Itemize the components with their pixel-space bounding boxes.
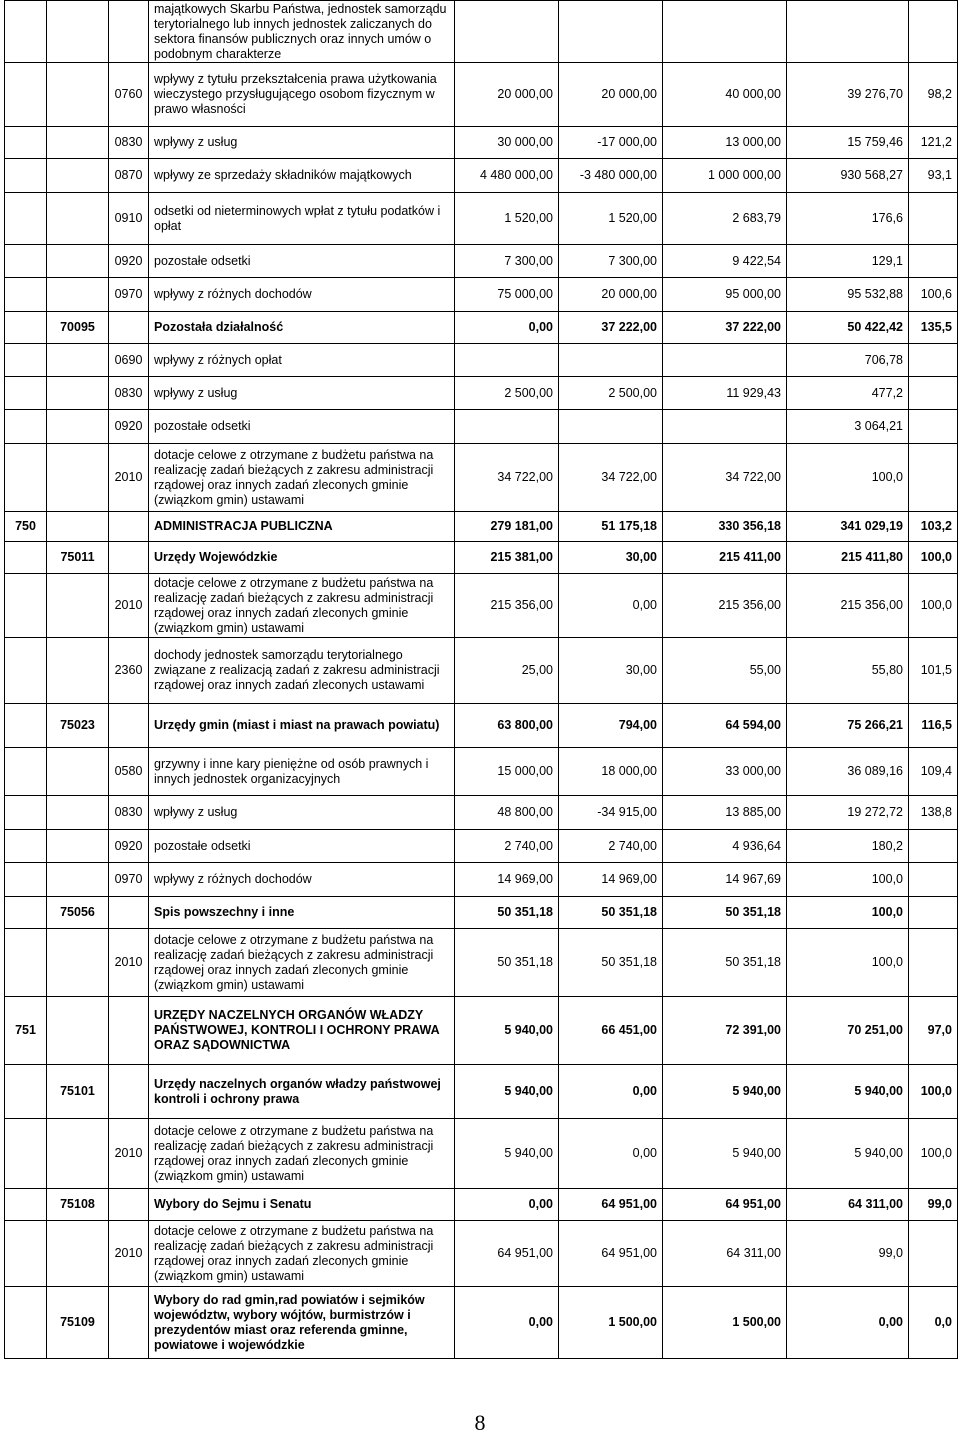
- plan-after-changes-cell: 64 951,00: [663, 1189, 787, 1221]
- table-row: [5, 377, 958, 410]
- division-code-cell: [5, 377, 47, 410]
- division-code-cell: [5, 444, 47, 512]
- change-value-cell: 51 175,18: [559, 512, 663, 542]
- description-cell: wpływy z różnych dochodów: [149, 278, 455, 312]
- description-cell: URZĘDY NACZELNYCH ORGANÓW WŁADZY PAŃSTWOWEJ, KONTROLI I OCHRONY PRAWA ORAZ SĄDOWNICTWA: [149, 997, 455, 1065]
- change-value-cell: 0,00: [559, 1065, 663, 1119]
- table-row: [5, 1221, 958, 1287]
- executed-value-cell: 36 089,16: [787, 748, 909, 796]
- table-row: [5, 704, 958, 748]
- division-code-cell: [5, 748, 47, 796]
- paragraph-code-cell: 2010: [109, 444, 149, 512]
- table-row: [5, 574, 958, 638]
- plan-value-cell: [455, 344, 559, 377]
- plan-after-changes-cell: 64 311,00: [663, 1221, 787, 1287]
- executed-value-cell: 100,0: [787, 897, 909, 929]
- change-value-cell: 20 000,00: [559, 63, 663, 127]
- executed-value-cell: 75 266,21: [787, 704, 909, 748]
- table-row: [5, 159, 958, 193]
- chapter-code-cell: 70095: [47, 312, 109, 344]
- table-row: [5, 344, 958, 377]
- table-row: [5, 127, 958, 159]
- execution-percent-cell: [909, 1221, 958, 1287]
- execution-percent-cell: 135,5: [909, 312, 958, 344]
- chapter-code-cell: [47, 127, 109, 159]
- division-code-cell: [5, 245, 47, 278]
- description-cell: Wybory do Sejmu i Senatu: [149, 1189, 455, 1221]
- division-code-cell: [5, 542, 47, 574]
- plan-after-changes-cell: 64 594,00: [663, 704, 787, 748]
- table-row: [5, 512, 958, 542]
- change-value-cell: -3 480 000,00: [559, 159, 663, 193]
- table-row: [5, 1065, 958, 1119]
- chapter-code-cell: 75011: [47, 542, 109, 574]
- plan-value-cell: 50 351,18: [455, 897, 559, 929]
- paragraph-code-cell: [109, 512, 149, 542]
- execution-percent-cell: 116,5: [909, 704, 958, 748]
- paragraph-code-cell: 2010: [109, 1119, 149, 1189]
- change-value-cell: 0,00: [559, 574, 663, 638]
- chapter-code-cell: [47, 377, 109, 410]
- description-cell: Urzędy naczelnych organów władzy państwowej kontroli i ochrony prawa: [149, 1065, 455, 1119]
- paragraph-code-cell: 0580: [109, 748, 149, 796]
- table-row: [5, 542, 958, 574]
- paragraph-code-cell: [109, 897, 149, 929]
- executed-value-cell: 0,00: [787, 1287, 909, 1359]
- description-cell: Pozostała działalność: [149, 312, 455, 344]
- description-cell: dotacje celowe z otrzymane z budżetu państwa na realizację zadań bieżących z zakresu administracji rządowej oraz innych zadań zleconych gminie (związkom gmin) ustawami: [149, 444, 455, 512]
- plan-value-cell: 215 356,00: [455, 574, 559, 638]
- plan-after-changes-cell: 5 940,00: [663, 1065, 787, 1119]
- chapter-code-cell: [47, 638, 109, 704]
- executed-value-cell: 215 356,00: [787, 574, 909, 638]
- plan-after-changes-cell: 13 000,00: [663, 127, 787, 159]
- plan-value-cell: 63 800,00: [455, 704, 559, 748]
- table-row: [5, 193, 958, 245]
- paragraph-code-cell: 0920: [109, 830, 149, 863]
- chapter-code-cell: [47, 512, 109, 542]
- paragraph-code-cell: 0920: [109, 245, 149, 278]
- division-code-cell: [5, 1287, 47, 1359]
- executed-value-cell: 70 251,00: [787, 997, 909, 1065]
- executed-value-cell: 100,0: [787, 863, 909, 897]
- plan-after-changes-cell: 37 222,00: [663, 312, 787, 344]
- paragraph-code-cell: 2010: [109, 574, 149, 638]
- execution-percent-cell: 100,0: [909, 1119, 958, 1189]
- executed-value-cell: 341 029,19: [787, 512, 909, 542]
- chapter-code-cell: [47, 929, 109, 997]
- paragraph-code-cell: [109, 1189, 149, 1221]
- plan-value-cell: 25,00: [455, 638, 559, 704]
- execution-percent-cell: 109,4: [909, 748, 958, 796]
- change-value-cell: -17 000,00: [559, 127, 663, 159]
- execution-percent-cell: [909, 830, 958, 863]
- plan-after-changes-cell: [663, 410, 787, 444]
- division-code-cell: [5, 410, 47, 444]
- division-code-cell: [5, 1065, 47, 1119]
- plan-value-cell: 50 351,18: [455, 929, 559, 997]
- table-row: [5, 410, 958, 444]
- execution-percent-cell: 100,0: [909, 542, 958, 574]
- change-value-cell: 0,00: [559, 1119, 663, 1189]
- executed-value-cell: 3 064,21: [787, 410, 909, 444]
- chapter-code-cell: [47, 796, 109, 830]
- execution-percent-cell: [909, 929, 958, 997]
- paragraph-code-cell: 2010: [109, 929, 149, 997]
- change-value-cell: 2 500,00: [559, 377, 663, 410]
- description-cell: dochody jednostek samorządu terytorialnego związane z realizacją zadań z zakresu administracji rządowej oraz innych zadań zleconych ustawami: [149, 638, 455, 704]
- plan-after-changes-cell: 1 000 000,00: [663, 159, 787, 193]
- change-value-cell: 20 000,00: [559, 278, 663, 312]
- paragraph-code-cell: [109, 997, 149, 1065]
- description-cell: dotacje celowe z otrzymane z budżetu państwa na realizację zadań bieżących z zakresu administracji rządowej oraz innych zadań zleconych gminie (związkom gmin) ustawami: [149, 929, 455, 997]
- change-value-cell: 30,00: [559, 638, 663, 704]
- paragraph-code-cell: 2010: [109, 1221, 149, 1287]
- plan-after-changes-cell: [663, 344, 787, 377]
- plan-value-cell: 20 000,00: [455, 63, 559, 127]
- execution-percent-cell: 97,0: [909, 997, 958, 1065]
- plan-value-cell: 34 722,00: [455, 444, 559, 512]
- division-code-cell: [5, 312, 47, 344]
- executed-value-cell: 930 568,27: [787, 159, 909, 193]
- paragraph-code-cell: [109, 704, 149, 748]
- paragraph-code-cell: 0830: [109, 796, 149, 830]
- description-cell: dotacje celowe z otrzymane z budżetu państwa na realizację zadań bieżących z zakresu administracji rządowej oraz innych zadań zleconych gminie (związkom gmin) ustawami: [149, 1221, 455, 1287]
- plan-after-changes-cell: 2 683,79: [663, 193, 787, 245]
- plan-value-cell: 75 000,00: [455, 278, 559, 312]
- execution-percent-cell: [909, 344, 958, 377]
- division-code-cell: [5, 63, 47, 127]
- paragraph-code-cell: 0830: [109, 377, 149, 410]
- execution-percent-cell: 101,5: [909, 638, 958, 704]
- description-cell: odsetki od nieterminowych wpłat z tytułu podatków i opłat: [149, 193, 455, 245]
- division-code-cell: [5, 159, 47, 193]
- plan-after-changes-cell: 95 000,00: [663, 278, 787, 312]
- plan-after-changes-cell: 13 885,00: [663, 796, 787, 830]
- description-cell: pozostałe odsetki: [149, 245, 455, 278]
- plan-value-cell: 279 181,00: [455, 512, 559, 542]
- change-value-cell: 30,00: [559, 542, 663, 574]
- executed-value-cell: [787, 1, 909, 63]
- chapter-code-cell: [47, 1119, 109, 1189]
- plan-value-cell: 48 800,00: [455, 796, 559, 830]
- description-cell: pozostałe odsetki: [149, 830, 455, 863]
- change-value-cell: 37 222,00: [559, 312, 663, 344]
- change-value-cell: 1 520,00: [559, 193, 663, 245]
- table-body: [5, 1, 958, 1359]
- plan-after-changes-cell: 50 351,18: [663, 897, 787, 929]
- description-cell: wpływy z różnych opłat: [149, 344, 455, 377]
- plan-value-cell: 0,00: [455, 1287, 559, 1359]
- executed-value-cell: 5 940,00: [787, 1119, 909, 1189]
- table-row: [5, 638, 958, 704]
- execution-percent-cell: [909, 193, 958, 245]
- paragraph-code-cell: 2360: [109, 638, 149, 704]
- description-cell: wpływy z usług: [149, 127, 455, 159]
- table-row: [5, 830, 958, 863]
- execution-percent-cell: 98,2: [909, 63, 958, 127]
- plan-after-changes-cell: 14 967,69: [663, 863, 787, 897]
- execution-percent-cell: 121,2: [909, 127, 958, 159]
- change-value-cell: 64 951,00: [559, 1189, 663, 1221]
- executed-value-cell: 19 272,72: [787, 796, 909, 830]
- paragraph-code-cell: 0830: [109, 127, 149, 159]
- plan-after-changes-cell: 34 722,00: [663, 444, 787, 512]
- execution-percent-cell: [909, 245, 958, 278]
- executed-value-cell: 99,0: [787, 1221, 909, 1287]
- table-row: [5, 863, 958, 897]
- division-code-cell: [5, 127, 47, 159]
- plan-after-changes-cell: 330 356,18: [663, 512, 787, 542]
- paragraph-code-cell: [109, 1287, 149, 1359]
- plan-value-cell: 15 000,00: [455, 748, 559, 796]
- division-code-cell: [5, 1221, 47, 1287]
- plan-value-cell: 2 740,00: [455, 830, 559, 863]
- paragraph-code-cell: [109, 542, 149, 574]
- chapter-code-cell: [47, 863, 109, 897]
- change-value-cell: 18 000,00: [559, 748, 663, 796]
- plan-after-changes-cell: 50 351,18: [663, 929, 787, 997]
- chapter-code-cell: [47, 1, 109, 63]
- table-row: [5, 929, 958, 997]
- table-row: [5, 312, 958, 344]
- division-code-cell: [5, 796, 47, 830]
- plan-value-cell: 7 300,00: [455, 245, 559, 278]
- change-value-cell: 7 300,00: [559, 245, 663, 278]
- division-code-cell: [5, 1, 47, 63]
- executed-value-cell: 706,78: [787, 344, 909, 377]
- chapter-code-cell: [47, 997, 109, 1065]
- chapter-code-cell: [47, 830, 109, 863]
- plan-after-changes-cell: 4 936,64: [663, 830, 787, 863]
- description-cell: Urzędy Wojewódzkie: [149, 542, 455, 574]
- description-cell: dotacje celowe z otrzymane z budżetu państwa na realizację zadań bieżących z zakresu administracji rządowej oraz innych zadań zleconych gminie (związkom gmin) ustawami: [149, 1119, 455, 1189]
- plan-value-cell: 64 951,00: [455, 1221, 559, 1287]
- plan-value-cell: 5 940,00: [455, 997, 559, 1065]
- executed-value-cell: 129,1: [787, 245, 909, 278]
- executed-value-cell: 5 940,00: [787, 1065, 909, 1119]
- execution-percent-cell: 100,0: [909, 1065, 958, 1119]
- paragraph-code-cell: [109, 1, 149, 63]
- chapter-code-cell: 75108: [47, 1189, 109, 1221]
- paragraph-code-cell: 0970: [109, 278, 149, 312]
- chapter-code-cell: 75101: [47, 1065, 109, 1119]
- plan-value-cell: 4 480 000,00: [455, 159, 559, 193]
- division-code-cell: [5, 830, 47, 863]
- description-cell: pozostałe odsetki: [149, 410, 455, 444]
- division-code-cell: [5, 704, 47, 748]
- execution-percent-cell: [909, 410, 958, 444]
- execution-percent-cell: [909, 444, 958, 512]
- chapter-code-cell: 75109: [47, 1287, 109, 1359]
- table-row: [5, 796, 958, 830]
- description-cell: Spis powszechny i inne: [149, 897, 455, 929]
- change-value-cell: [559, 410, 663, 444]
- chapter-code-cell: [47, 159, 109, 193]
- change-value-cell: 66 451,00: [559, 997, 663, 1065]
- chapter-code-cell: [47, 410, 109, 444]
- plan-value-cell: 5 940,00: [455, 1065, 559, 1119]
- change-value-cell: 14 969,00: [559, 863, 663, 897]
- table-row: [5, 1119, 958, 1189]
- description-cell: wpływy z tytułu przekształcenia prawa użytkowania wieczystego przysługującego osobom fizycznym w prawo własności: [149, 63, 455, 127]
- division-code-cell: 750: [5, 512, 47, 542]
- division-code-cell: [5, 1189, 47, 1221]
- plan-value-cell: 1 520,00: [455, 193, 559, 245]
- division-code-cell: [5, 278, 47, 312]
- execution-percent-cell: 99,0: [909, 1189, 958, 1221]
- executed-value-cell: 477,2: [787, 377, 909, 410]
- execution-percent-cell: 138,8: [909, 796, 958, 830]
- chapter-code-cell: 75056: [47, 897, 109, 929]
- description-cell: wpływy z usług: [149, 377, 455, 410]
- change-value-cell: 50 351,18: [559, 897, 663, 929]
- chapter-code-cell: [47, 344, 109, 377]
- chapter-code-cell: [47, 278, 109, 312]
- executed-value-cell: 100,0: [787, 444, 909, 512]
- table-row: [5, 245, 958, 278]
- description-cell: wpływy ze sprzedaży składników majątkowych: [149, 159, 455, 193]
- division-code-cell: [5, 1119, 47, 1189]
- table-row: [5, 1287, 958, 1359]
- table-row: [5, 1, 958, 63]
- executed-value-cell: 180,2: [787, 830, 909, 863]
- plan-value-cell: 5 940,00: [455, 1119, 559, 1189]
- change-value-cell: [559, 1, 663, 63]
- change-value-cell: 1 500,00: [559, 1287, 663, 1359]
- table-row: [5, 1189, 958, 1221]
- paragraph-code-cell: 0870: [109, 159, 149, 193]
- executed-value-cell: 15 759,46: [787, 127, 909, 159]
- plan-after-changes-cell: 33 000,00: [663, 748, 787, 796]
- plan-value-cell: 2 500,00: [455, 377, 559, 410]
- executed-value-cell: 55,80: [787, 638, 909, 704]
- division-code-cell: [5, 193, 47, 245]
- chapter-code-cell: [47, 1221, 109, 1287]
- executed-value-cell: 39 276,70: [787, 63, 909, 127]
- plan-after-changes-cell: 1 500,00: [663, 1287, 787, 1359]
- plan-value-cell: 0,00: [455, 1189, 559, 1221]
- paragraph-code-cell: 0970: [109, 863, 149, 897]
- paragraph-code-cell: 0910: [109, 193, 149, 245]
- description-cell: wpływy z usług: [149, 796, 455, 830]
- plan-after-changes-cell: 40 000,00: [663, 63, 787, 127]
- plan-after-changes-cell: 5 940,00: [663, 1119, 787, 1189]
- chapter-code-cell: [47, 63, 109, 127]
- change-value-cell: 50 351,18: [559, 929, 663, 997]
- paragraph-code-cell: 0760: [109, 63, 149, 127]
- execution-percent-cell: 0,0: [909, 1287, 958, 1359]
- description-cell: majątkowych Skarbu Państwa, jednostek samorządu terytorialnego lub innych jednostek zaliczanych do sektora finansów publicznych oraz innych umów o podobnym charakterze: [149, 1, 455, 63]
- executed-value-cell: 176,6: [787, 193, 909, 245]
- plan-after-changes-cell: [663, 1, 787, 63]
- division-code-cell: 751: [5, 997, 47, 1065]
- execution-percent-cell: 103,2: [909, 512, 958, 542]
- plan-after-changes-cell: 215 356,00: [663, 574, 787, 638]
- division-code-cell: [5, 344, 47, 377]
- description-cell: dotacje celowe z otrzymane z budżetu państwa na realizację zadań bieżących z zakresu administracji rządowej oraz innych zadań zleconych gminie (związkom gmin) ustawami: [149, 574, 455, 638]
- executed-value-cell: 50 422,42: [787, 312, 909, 344]
- plan-after-changes-cell: 11 929,43: [663, 377, 787, 410]
- budget-table: [4, 0, 958, 1359]
- execution-percent-cell: 100,6: [909, 278, 958, 312]
- chapter-code-cell: [47, 245, 109, 278]
- change-value-cell: 794,00: [559, 704, 663, 748]
- change-value-cell: [559, 344, 663, 377]
- paragraph-code-cell: [109, 1065, 149, 1119]
- description-cell: wpływy z różnych dochodów: [149, 863, 455, 897]
- plan-after-changes-cell: 9 422,54: [663, 245, 787, 278]
- plan-after-changes-cell: 215 411,00: [663, 542, 787, 574]
- table-row: [5, 997, 958, 1065]
- executed-value-cell: 64 311,00: [787, 1189, 909, 1221]
- execution-percent-cell: [909, 377, 958, 410]
- page-number: 8: [474, 1410, 486, 1435]
- description-cell: ADMINISTRACJA PUBLICZNA: [149, 512, 455, 542]
- paragraph-code-cell: 0690: [109, 344, 149, 377]
- table-row: [5, 278, 958, 312]
- change-value-cell: 64 951,00: [559, 1221, 663, 1287]
- change-value-cell: 2 740,00: [559, 830, 663, 863]
- chapter-code-cell: 75023: [47, 704, 109, 748]
- description-cell: grzywny i inne kary pieniężne od osób prawnych i innych jednostek organizacyjnych: [149, 748, 455, 796]
- plan-after-changes-cell: 55,00: [663, 638, 787, 704]
- execution-percent-cell: 100,0: [909, 574, 958, 638]
- change-value-cell: 34 722,00: [559, 444, 663, 512]
- paragraph-code-cell: 0920: [109, 410, 149, 444]
- execution-percent-cell: [909, 1, 958, 63]
- chapter-code-cell: [47, 193, 109, 245]
- table-row: [5, 63, 958, 127]
- paragraph-code-cell: [109, 312, 149, 344]
- division-code-cell: [5, 638, 47, 704]
- execution-percent-cell: [909, 897, 958, 929]
- description-cell: Urzędy gmin (miast i miast na prawach powiatu): [149, 704, 455, 748]
- execution-percent-cell: [909, 863, 958, 897]
- change-value-cell: -34 915,00: [559, 796, 663, 830]
- plan-value-cell: 14 969,00: [455, 863, 559, 897]
- plan-value-cell: [455, 1, 559, 63]
- execution-percent-cell: 93,1: [909, 159, 958, 193]
- division-code-cell: [5, 897, 47, 929]
- executed-value-cell: 100,0: [787, 929, 909, 997]
- executed-value-cell: 95 532,88: [787, 278, 909, 312]
- plan-value-cell: 215 381,00: [455, 542, 559, 574]
- division-code-cell: [5, 574, 47, 638]
- division-code-cell: [5, 929, 47, 997]
- chapter-code-cell: [47, 748, 109, 796]
- table-row: [5, 897, 958, 929]
- executed-value-cell: 215 411,80: [787, 542, 909, 574]
- table-row: [5, 748, 958, 796]
- chapter-code-cell: [47, 574, 109, 638]
- chapter-code-cell: [47, 444, 109, 512]
- table-row: [5, 444, 958, 512]
- plan-value-cell: 30 000,00: [455, 127, 559, 159]
- division-code-cell: [5, 863, 47, 897]
- plan-value-cell: [455, 410, 559, 444]
- description-cell: Wybory do rad gmin,rad powiatów i sejmików województw, wybory wójtów, burmistrzów i prezydentów miast oraz referenda gminne, powiatowe i wojewódzkie: [149, 1287, 455, 1359]
- plan-after-changes-cell: 72 391,00: [663, 997, 787, 1065]
- plan-value-cell: 0,00: [455, 312, 559, 344]
